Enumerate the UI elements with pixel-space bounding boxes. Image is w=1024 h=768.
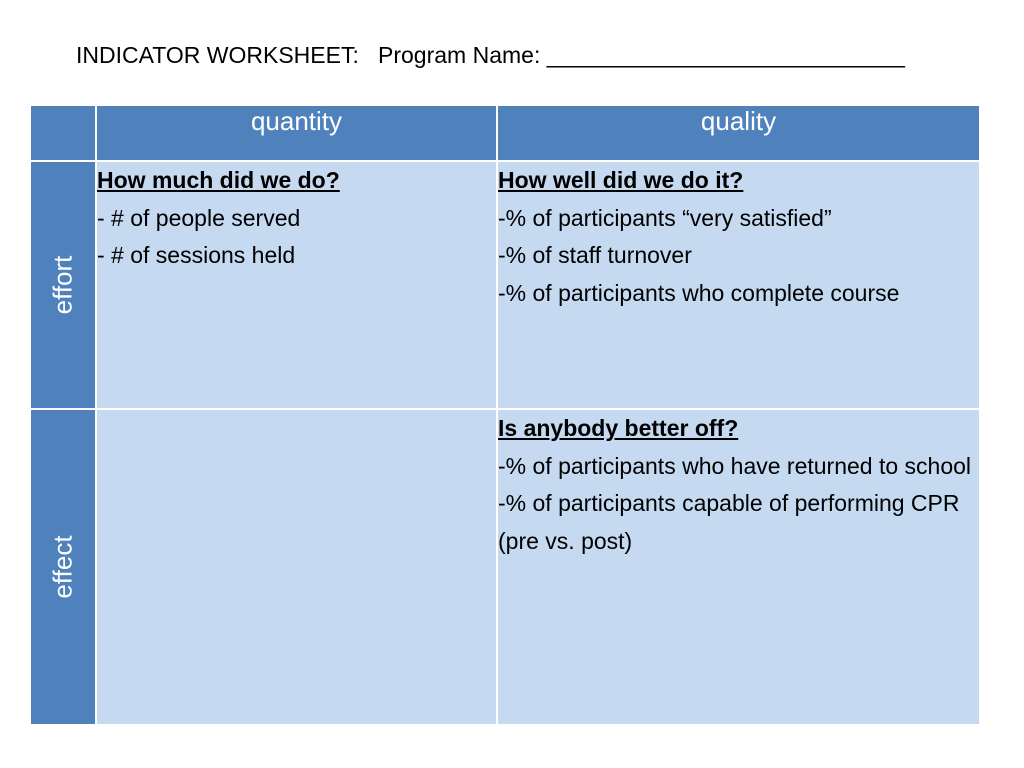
cell-heading: How much did we do? [97, 167, 340, 193]
program-name-label: Program Name: [378, 42, 541, 68]
cell-item: -% of staff turnover [498, 242, 692, 268]
cell-item: -% of participants capable of performing CPR (pre vs. post) [498, 490, 960, 554]
indicator-worksheet-table [29, 104, 981, 726]
cell-heading: Is anybody better off? [498, 415, 739, 441]
row-header-effect [30, 409, 96, 725]
program-name-blank: ____________________________ [546, 42, 905, 68]
effect-row [30, 409, 980, 725]
cell-item: - # of sessions held [97, 242, 296, 268]
cell-effort-quality [497, 161, 980, 409]
corner-cell [30, 105, 96, 161]
row-header-effort [30, 161, 96, 409]
row-header-effect-label: effect [47, 535, 78, 599]
cell-heading: How well did we do it? [498, 167, 744, 193]
cell-item: - # of people served [97, 204, 301, 231]
page-title [76, 38, 905, 72]
cell-item: -% of participants who have returned to school [498, 452, 972, 479]
cell-effect-quality [497, 409, 980, 725]
cell-item: -% of participants who complete course [498, 279, 900, 306]
cell-effort-quantity [96, 161, 497, 409]
header-row [30, 105, 980, 161]
row-header-effort-label: effort [47, 255, 78, 315]
worksheet-title: INDICATOR WORKSHEET: [76, 42, 359, 68]
column-header-quality: quality [497, 105, 980, 161]
cell-effect-quantity [96, 409, 497, 725]
effort-row [30, 161, 980, 409]
cell-item: -% of participants “very satisfied” [498, 204, 832, 231]
column-header-quantity: quantity [96, 105, 497, 161]
